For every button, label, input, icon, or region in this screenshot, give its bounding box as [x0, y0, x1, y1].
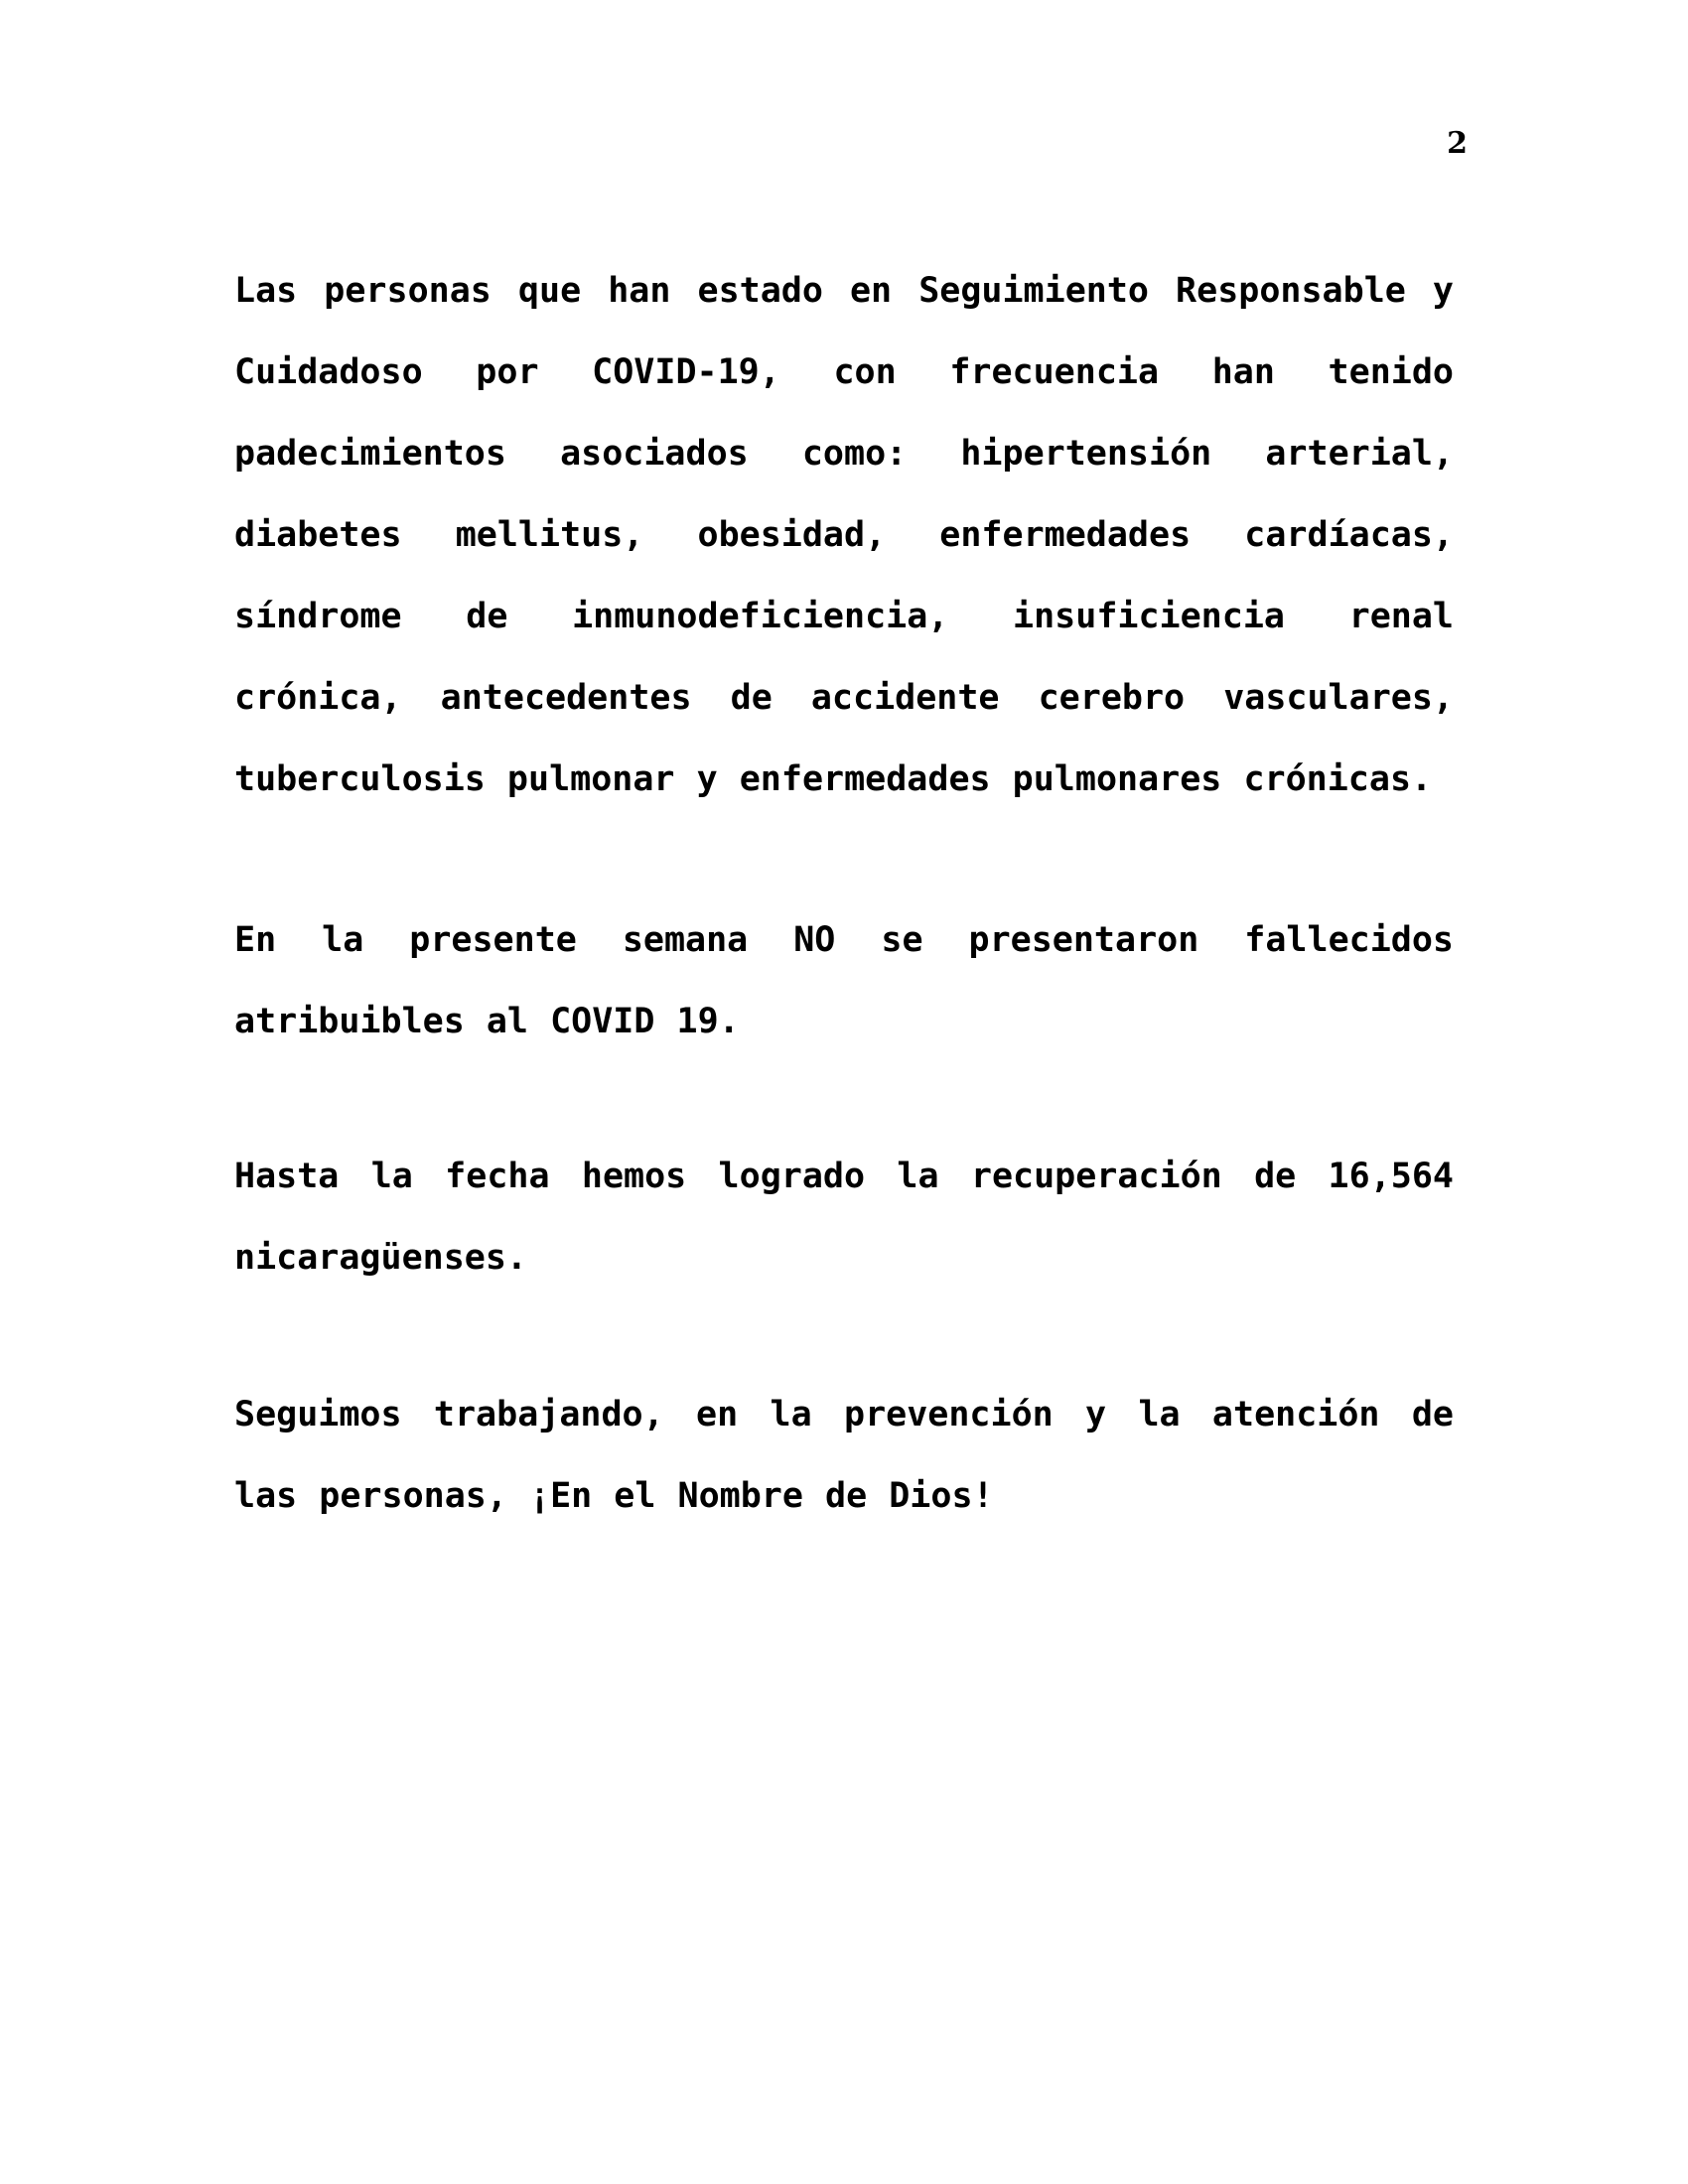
- paragraph-4: Seguimos trabajando, en la prevención y la atención de las personas, ¡En el Nombre de Dios!: [234, 1395, 1454, 1516]
- paragraph-1: Las personas que han estado en Seguimiento Responsable y Cuidadoso por COVID-19, con frecuencia han tenido padecimientos asociados como: hipertensión arterial, diabetes mellitus, obesidad, enfermedades cardíacas, síndrome de inmunodeficiencia, insuficiencia renal crónica, antecedentes de accidente cerebro vasculares, tuberculosis pulmonar y enfermedades pulmonares crónicas.: [234, 271, 1454, 799]
- paragraph-spacer: [234, 820, 1454, 899]
- paragraph-3: Hasta la fecha hemos logrado la recuperación de 16,564 nicaragüenses.: [234, 1157, 1454, 1278]
- paragraph-spacer: [234, 1062, 1454, 1136]
- paragraph-2: En la presente semana NO se presentaron fallecidos atribuibles al COVID 19.: [234, 920, 1454, 1041]
- document-body: [234, 250, 1454, 1537]
- paragraph-spacer: [234, 1298, 1454, 1374]
- page-number: 2: [1447, 126, 1468, 161]
